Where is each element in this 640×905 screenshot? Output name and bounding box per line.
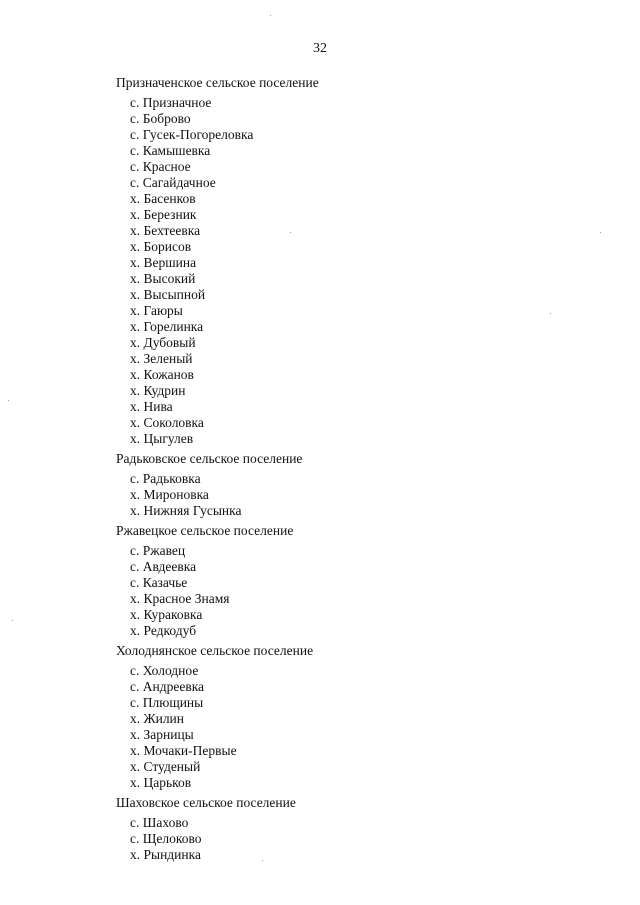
settlement-item: с. Холодное — [130, 663, 199, 678]
settlement-item: х. Басенков — [130, 191, 196, 206]
scan-speck — [270, 15, 271, 16]
settlement-item: х. Мироновка — [130, 487, 209, 502]
settlement-item: х. Студеный — [130, 759, 201, 774]
scan-speck — [550, 313, 551, 314]
scan-speck — [262, 860, 263, 861]
page-number: 32 — [313, 41, 327, 56]
settlement-item: х. Кураковка — [130, 607, 203, 622]
settlement-item: х. Дубовый — [130, 335, 196, 350]
settlement-item: х. Высыпной — [130, 287, 206, 302]
settlement-item: х. Мочаки-Первые — [130, 743, 237, 758]
scan-speck — [8, 400, 9, 401]
settlement-item: с. Гусек-Погореловка — [130, 127, 254, 142]
settlement-group — [116, 643, 596, 791]
settlement-item: с. Красное — [130, 159, 191, 174]
settlement-item: х. Кудрин — [130, 383, 186, 398]
scan-speck — [290, 232, 291, 233]
settlement-item: х. Кожанов — [130, 367, 194, 382]
settlement-item: с. Казачье — [130, 575, 188, 590]
settlement-item: с. Авдеевка — [130, 559, 197, 574]
settlement-item: х. Высокий — [130, 271, 196, 286]
settlement-item: с. Шахово — [130, 815, 189, 830]
settlement-item: х. Березник — [130, 207, 197, 222]
settlement-item: с. Боброво — [130, 111, 191, 126]
settlement-item: х. Красное Знамя — [130, 591, 230, 606]
settlement-item: с. Плющины — [130, 695, 204, 710]
settlement-item: х. Жилин — [130, 711, 185, 726]
group-title: Шаховское сельское поселение — [116, 795, 296, 810]
settlement-item: х. Гаюры — [130, 303, 183, 318]
settlement-item: с. Призначное — [130, 95, 212, 110]
settlement-item: х. Рындинка — [130, 847, 201, 862]
settlement-item: х. Зеленый — [130, 351, 193, 366]
settlement-group — [116, 523, 596, 639]
settlement-group — [116, 795, 596, 863]
scan-speck — [600, 232, 601, 233]
settlement-item: с. Камышевка — [130, 143, 211, 158]
settlement-item: с. Радьковка — [130, 471, 201, 486]
settlement-item: х. Нижняя Гусынка — [130, 503, 242, 518]
settlement-item: х. Нива — [130, 399, 173, 414]
settlement-list — [116, 75, 596, 867]
settlement-item: х. Вершина — [130, 255, 197, 270]
settlement-item: с. Ржавец — [130, 543, 186, 558]
settlement-item: х. Борисов — [130, 239, 192, 254]
group-title: Ржавецкое сельское поселение — [116, 523, 294, 538]
settlement-group — [116, 75, 596, 447]
group-title: Радьковское сельское поселение — [116, 451, 303, 466]
settlement-item: х. Зарницы — [130, 727, 194, 742]
settlement-item: х. Бехтеевка — [130, 223, 201, 238]
settlement-item: х. Редкодуб — [130, 623, 197, 638]
scan-speck — [12, 620, 13, 621]
settlement-item: с. Сагайдачное — [130, 175, 216, 190]
settlement-item: х. Соколовка — [130, 415, 204, 430]
settlement-item: х. Царьков — [130, 775, 192, 790]
settlement-item: х. Горелинка — [130, 319, 204, 334]
settlement-item: х. Цыгулев — [130, 431, 194, 446]
group-title: Призначенское сельское поселение — [116, 75, 319, 90]
group-title: Холоднянское сельское поселение — [116, 643, 314, 658]
settlement-item: с. Андреевка — [130, 679, 205, 694]
settlement-group — [116, 451, 596, 519]
settlement-item: с. Щелоково — [130, 831, 202, 846]
